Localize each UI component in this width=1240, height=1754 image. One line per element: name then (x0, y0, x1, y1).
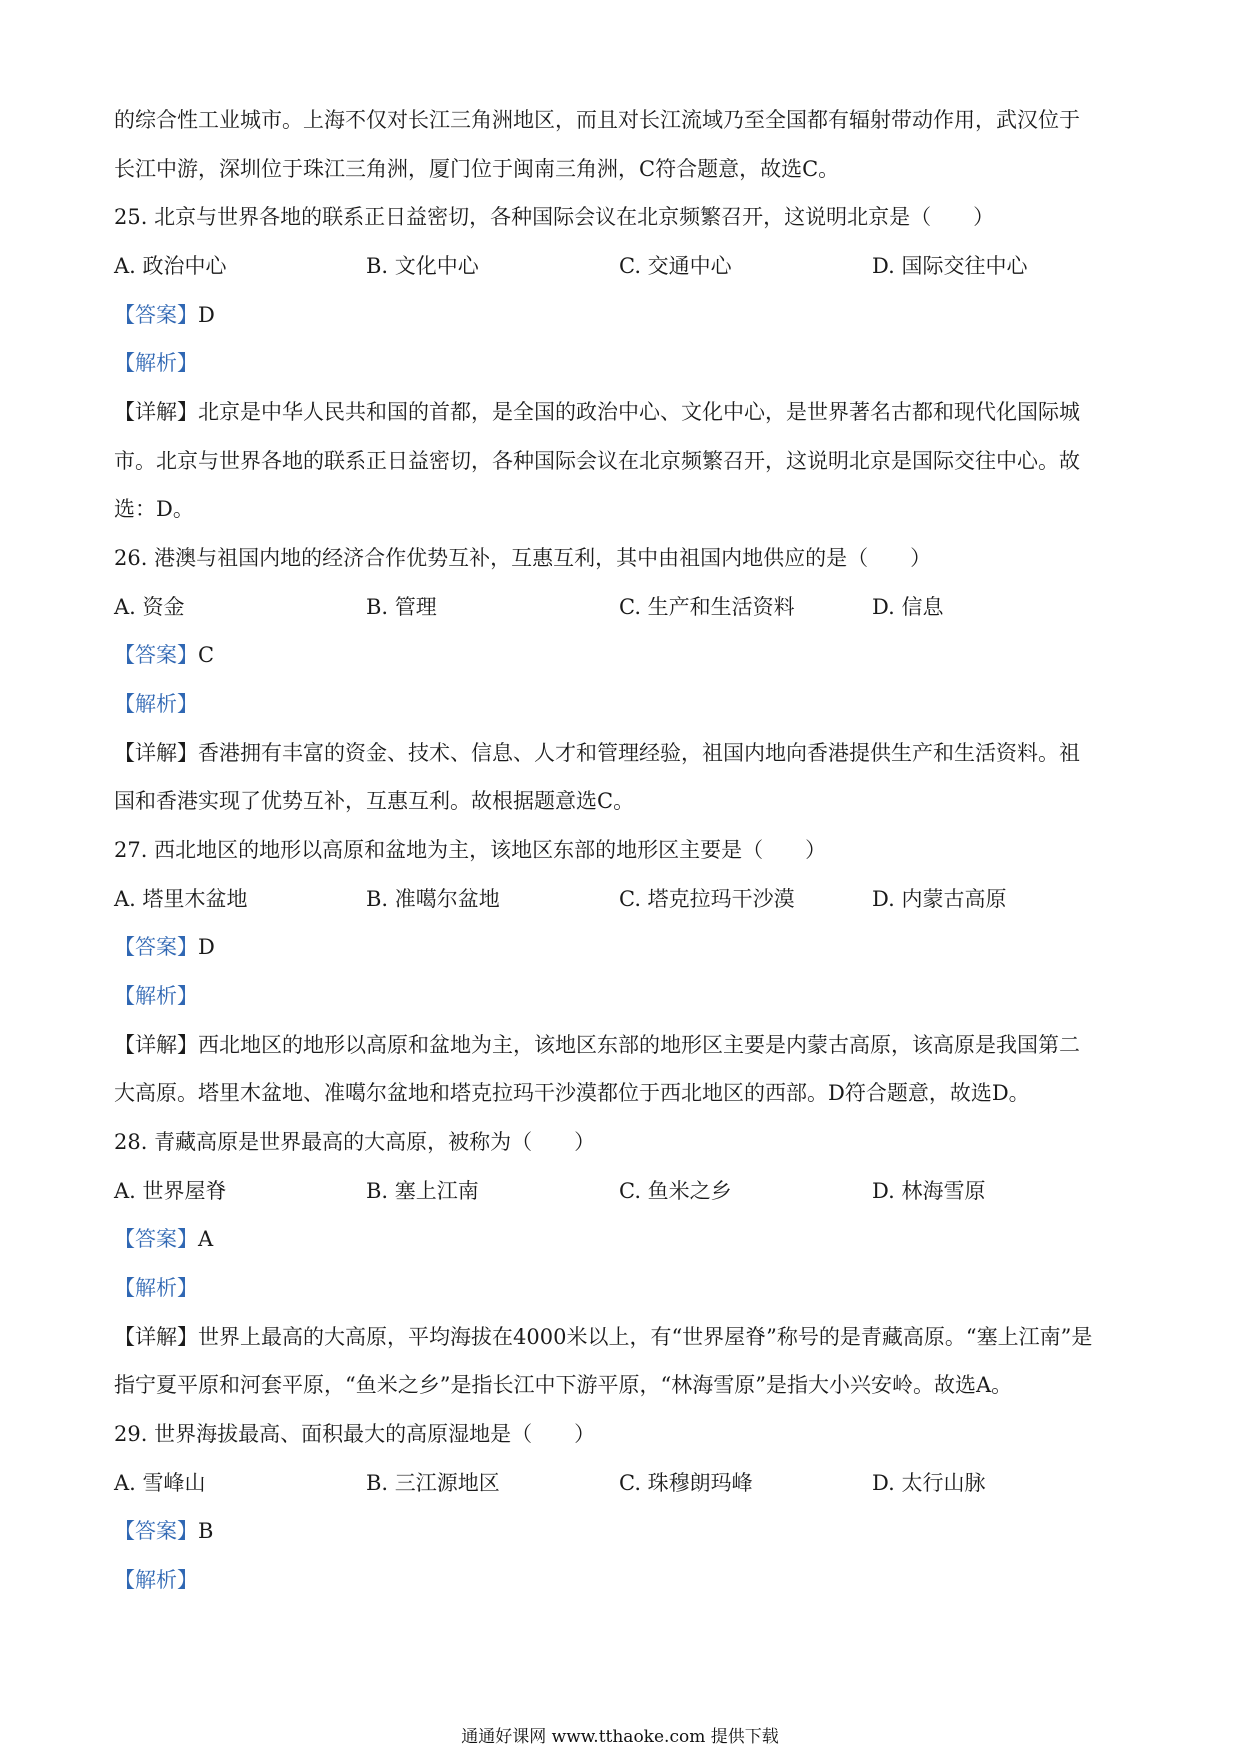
option-b: B. 文化中心 (366, 254, 479, 278)
option-c: C. 鱼米之乡 (619, 1179, 732, 1203)
detail-text: 世界上最高的大高原，平均海拔在4000米以上，有“世界屋脊”称号的是青藏高原。“塞上江南”是 (198, 1325, 1093, 1349)
detail-text: 北京是中华人民共和国的首都，是全国的政治中心、文化中心，是世界著名古都和现代化国际城 (198, 400, 1080, 424)
question-25-detail-2: 市。北京与世界各地的联系正日益密切，各种国际会议在北京频繁召开，这说明北京是国际交往中心。故 (114, 449, 1080, 473)
option-b: B. 准噶尔盆地 (366, 887, 500, 911)
analysis-tag: 【解析】 (114, 351, 198, 375)
question-26-detail-2: 国和香港实现了优势互补，互惠互利。故根据题意选C。 (114, 789, 635, 813)
answer-value: C (198, 643, 215, 667)
detail-tag: 【详解】 (114, 400, 198, 424)
question-28-answer (114, 1224, 1124, 1254)
option-a: A. 政治中心 (114, 254, 227, 278)
detail-tag: 【详解】 (114, 1033, 198, 1057)
question-27-detail-1 (114, 1030, 1124, 1060)
option-d: D. 国际交往中心 (872, 254, 1028, 278)
answer-value: D (198, 935, 215, 959)
option-a: A. 世界屋脊 (114, 1179, 227, 1203)
question-28-detail-1 (114, 1322, 1124, 1352)
option-a: A. 资金 (114, 595, 185, 619)
question-27-detail-2: 大高原。塔里木盆地、准噶尔盆地和塔克拉玛干沙漠都位于西北地区的西部。D符合题意，故选D。 (114, 1081, 1030, 1105)
answer-tag: 【答案】 (114, 1519, 198, 1543)
question-26-stem: 26. 港澳与祖国内地的经济合作优势互补，互惠互利，其中由祖国内地供应的是（ ） (114, 546, 932, 570)
option-a: A. 雪峰山 (114, 1471, 206, 1495)
answer-tag: 【答案】 (114, 935, 198, 959)
analysis-tag: 【解析】 (114, 692, 198, 716)
option-b: B. 塞上江南 (366, 1179, 479, 1203)
detail-tag: 【详解】 (114, 1325, 198, 1349)
answer-tag: 【答案】 (114, 643, 198, 667)
question-28-stem: 28. 青藏高原是世界最高的大高原，被称为（ ） (114, 1130, 596, 1154)
intro-line-1: 的综合性工业城市。上海不仅对长江三角洲地区，而且对长江流域乃至全国都有辐射带动作用，武汉位于 (114, 108, 1080, 132)
answer-tag: 【答案】 (114, 303, 198, 327)
question-25-stem: 25. 北京与世界各地的联系正日益密切，各种国际会议在北京频繁召开，这说明北京是（ ） (114, 205, 995, 229)
analysis-tag: 【解析】 (114, 1276, 198, 1300)
question-26-analysis (114, 689, 1124, 719)
answer-value: A (198, 1227, 214, 1251)
question-27-answer (114, 932, 1124, 962)
question-28-analysis (114, 1273, 1124, 1303)
option-d: D. 林海雪原 (872, 1179, 986, 1203)
intro-line-2: 长江中游，深圳位于珠江三角洲，厦门位于闽南三角洲，C符合题意，故选C。 (114, 157, 840, 181)
answer-value: D (198, 303, 215, 327)
option-b: B. 管理 (366, 595, 437, 619)
question-25-answer (114, 300, 1124, 330)
option-d: D. 信息 (872, 595, 944, 619)
option-a: A. 塔里木盆地 (114, 887, 248, 911)
question-26-answer (114, 640, 1124, 670)
question-25-detail-3: 选：D。 (114, 497, 194, 521)
page-footer: 通通好课网 www.tthaoke.com 提供下载 (461, 1727, 779, 1747)
question-27-analysis (114, 981, 1124, 1011)
analysis-tag: 【解析】 (114, 984, 198, 1008)
question-26-detail-1 (114, 738, 1124, 768)
detail-text: 香港拥有丰富的资金、技术、信息、人才和管理经验，祖国内地向香港提供生产和生活资料。祖 (198, 741, 1080, 765)
question-25-analysis (114, 348, 1124, 378)
option-c: C. 珠穆朗玛峰 (619, 1471, 753, 1495)
question-28-detail-2: 指宁夏平原和河套平原，“鱼米之乡”是指长江中下游平原，“林海雪原”是指大小兴安岭。故选A。 (114, 1373, 1013, 1397)
question-29-analysis (114, 1565, 1124, 1595)
answer-value: B (198, 1519, 214, 1543)
question-25-detail-1 (114, 397, 1124, 427)
option-c: C. 生产和生活资料 (619, 595, 795, 619)
option-c: C. 交通中心 (619, 254, 732, 278)
option-c: C. 塔克拉玛干沙漠 (619, 887, 795, 911)
option-d: D. 内蒙古高原 (872, 887, 1007, 911)
detail-text: 西北地区的地形以高原和盆地为主，该地区东部的地形区主要是内蒙古高原，该高原是我国第二 (198, 1033, 1080, 1057)
analysis-tag: 【解析】 (114, 1568, 198, 1592)
question-29-answer (114, 1516, 1124, 1546)
question-27-stem: 27. 西北地区的地形以高原和盆地为主，该地区东部的地形区主要是（ ） (114, 838, 827, 862)
detail-tag: 【详解】 (114, 741, 198, 765)
option-d: D. 太行山脉 (872, 1471, 986, 1495)
question-29-stem: 29. 世界海拔最高、面积最大的高原湿地是（ ） (114, 1422, 596, 1446)
answer-tag: 【答案】 (114, 1227, 198, 1251)
option-b: B. 三江源地区 (366, 1471, 500, 1495)
